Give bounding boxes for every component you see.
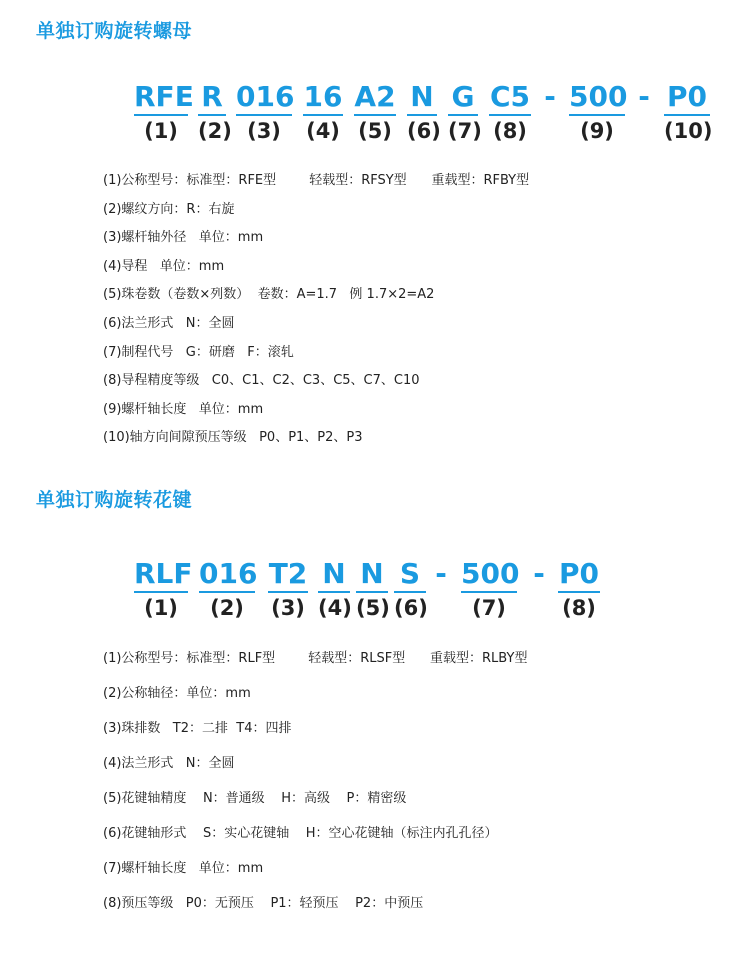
spline-code-index: (8) bbox=[562, 596, 596, 620]
spline-code-segment bbox=[394, 558, 426, 621]
spline-code-p0: P0 bbox=[558, 557, 599, 590]
nut-code-segment bbox=[354, 81, 396, 144]
nut-code-segment bbox=[198, 80, 232, 144]
code-underline bbox=[394, 591, 426, 593]
code-underline bbox=[664, 114, 710, 116]
spline-code-s: S bbox=[399, 557, 421, 590]
nut-code-500: 500 bbox=[569, 80, 628, 113]
code-separator-dash: - bbox=[638, 80, 650, 113]
nut-code-segment bbox=[303, 81, 343, 144]
nut-spec-list bbox=[103, 172, 529, 458]
spec-line: (2)公称轴径：单位：mm bbox=[103, 686, 251, 701]
spline-code-segment bbox=[318, 558, 350, 621]
nut-code-segment bbox=[569, 80, 628, 144]
spec-line: (7)螺杆轴长度 单位：mm bbox=[103, 861, 264, 876]
nut-code-index: (5) bbox=[358, 119, 392, 143]
nut-code-n: N bbox=[410, 80, 434, 113]
spline-code-index: (4) bbox=[318, 596, 352, 620]
spline-code-index: (3) bbox=[271, 596, 305, 620]
nut-code-016: 016 bbox=[236, 80, 295, 113]
spline-code-rlf: RLF bbox=[134, 557, 193, 590]
spline-code-segment bbox=[199, 557, 258, 621]
spec-line: (10)轴方向间隙预压等级 P0、P1、P2、P3 bbox=[103, 430, 363, 446]
code-separator-dash: - bbox=[435, 557, 447, 590]
nut-section-title: 单独订购旋转螺母 bbox=[36, 20, 193, 42]
nut-code-segment bbox=[489, 81, 531, 144]
nut-code-index: (6) bbox=[407, 119, 441, 143]
spline-code-t2: T2 bbox=[268, 557, 308, 590]
code-underline bbox=[569, 114, 625, 116]
nut-code-segment bbox=[236, 80, 295, 144]
nut-code-segment bbox=[407, 80, 441, 144]
spec-line: (3)螺杆轴外径 单位：mm bbox=[103, 230, 264, 246]
spec-line: (6)花键轴形式 S：实心花键轴 H：空心花键轴（标注内孔孔径） bbox=[103, 826, 498, 841]
nut-code-index: (8) bbox=[493, 119, 527, 143]
nut-code-index: (4) bbox=[306, 119, 340, 143]
code-underline bbox=[236, 114, 292, 116]
spline-section-title: 单独订购旋转花键 bbox=[36, 489, 193, 511]
spec-line: (7)制程代号 G：研磨 F：滚轧 bbox=[103, 344, 294, 360]
spec-line: (3)珠排数 T2：二排 T4：四排 bbox=[103, 721, 292, 736]
nut-code-segment bbox=[664, 80, 713, 144]
spline-code-segment bbox=[134, 557, 193, 621]
code-separator-dash: - bbox=[533, 557, 545, 590]
nut-model-code bbox=[0, 81, 740, 151]
spline-code-index: (7) bbox=[472, 596, 506, 620]
nut-code-c5: C5 bbox=[489, 80, 531, 113]
spec-line: (1)公称型号：标准型：RFE型 轻载型：RFSY型 重载型：RFBY型 bbox=[103, 173, 530, 188]
spec-line: (5)珠卷数（卷数×列数） 卷数：A=1.7 例 1.7×2=A2 bbox=[103, 287, 435, 303]
code-underline bbox=[354, 114, 396, 116]
spec-line: (2)螺纹方向：R：右旋 bbox=[103, 201, 235, 217]
nut-code-index: (10) bbox=[664, 119, 713, 143]
spec-line: (8)预压等级 P0：无预压 P1：轻预压 P2：中预压 bbox=[103, 896, 424, 911]
spec-line: (4)导程 单位：mm bbox=[103, 258, 225, 274]
code-underline bbox=[558, 591, 600, 593]
code-underline bbox=[134, 114, 188, 116]
spline-code-index: (2) bbox=[210, 596, 244, 620]
nut-code-rfe: RFE bbox=[134, 80, 194, 113]
nut-code-r: R bbox=[201, 80, 223, 113]
nut-code-segment bbox=[448, 80, 482, 144]
nut-code-a2: A2 bbox=[354, 80, 396, 113]
nut-code-p0: P0 bbox=[666, 80, 707, 113]
code-underline bbox=[407, 114, 437, 116]
code-underline bbox=[461, 591, 517, 593]
spline-code-segment bbox=[461, 557, 520, 621]
nut-code-index: (9) bbox=[580, 119, 614, 143]
code-underline bbox=[448, 114, 478, 116]
nut-code-segment bbox=[134, 80, 194, 144]
spline-code-index: (5) bbox=[356, 596, 390, 620]
spline-code-index: (6) bbox=[394, 596, 428, 620]
spline-code-n1: N bbox=[322, 557, 346, 590]
code-underline bbox=[303, 114, 343, 116]
spline-model-code bbox=[0, 558, 740, 628]
spec-line: (4)法兰形式 N：全圆 bbox=[103, 756, 235, 771]
code-underline bbox=[199, 591, 255, 593]
code-underline bbox=[356, 591, 388, 593]
spline-code-500: 500 bbox=[461, 557, 520, 590]
nut-code-index: (2) bbox=[198, 119, 232, 143]
nut-code-index: (3) bbox=[247, 119, 281, 143]
spline-code-segment bbox=[268, 558, 308, 621]
code-underline bbox=[134, 591, 188, 593]
spline-code-segment bbox=[356, 558, 388, 621]
spec-line: (5)花键轴精度 N：普通级 H：高级 P：精密级 bbox=[103, 791, 407, 806]
spline-code-index: (1) bbox=[144, 596, 178, 620]
code-underline bbox=[318, 591, 350, 593]
spline-spec-list bbox=[103, 650, 527, 930]
code-underline bbox=[198, 114, 226, 116]
spec-line: (9)螺杆轴长度 单位：mm bbox=[103, 401, 264, 417]
nut-code-index: (7) bbox=[448, 119, 482, 143]
nut-code-g: G bbox=[451, 80, 475, 113]
code-separator-dash: - bbox=[544, 80, 556, 113]
code-underline bbox=[268, 591, 308, 593]
spec-line: (6)法兰形式 N：全圆 bbox=[103, 315, 235, 331]
spline-code-016: 016 bbox=[199, 557, 258, 590]
spec-line: (1)公称型号：标准型：RLF型 轻载型：RLSF型 重载型：RLBY型 bbox=[103, 651, 528, 666]
spline-code-segment bbox=[558, 558, 600, 621]
nut-code-16: 16 bbox=[303, 80, 343, 113]
spline-code-n2: N bbox=[360, 557, 384, 590]
spec-line: (8)导程精度等级 C0、C1、C2、C3、C5、C7、C10 bbox=[103, 373, 420, 389]
code-underline bbox=[489, 114, 531, 116]
nut-code-index: (1) bbox=[144, 119, 178, 143]
